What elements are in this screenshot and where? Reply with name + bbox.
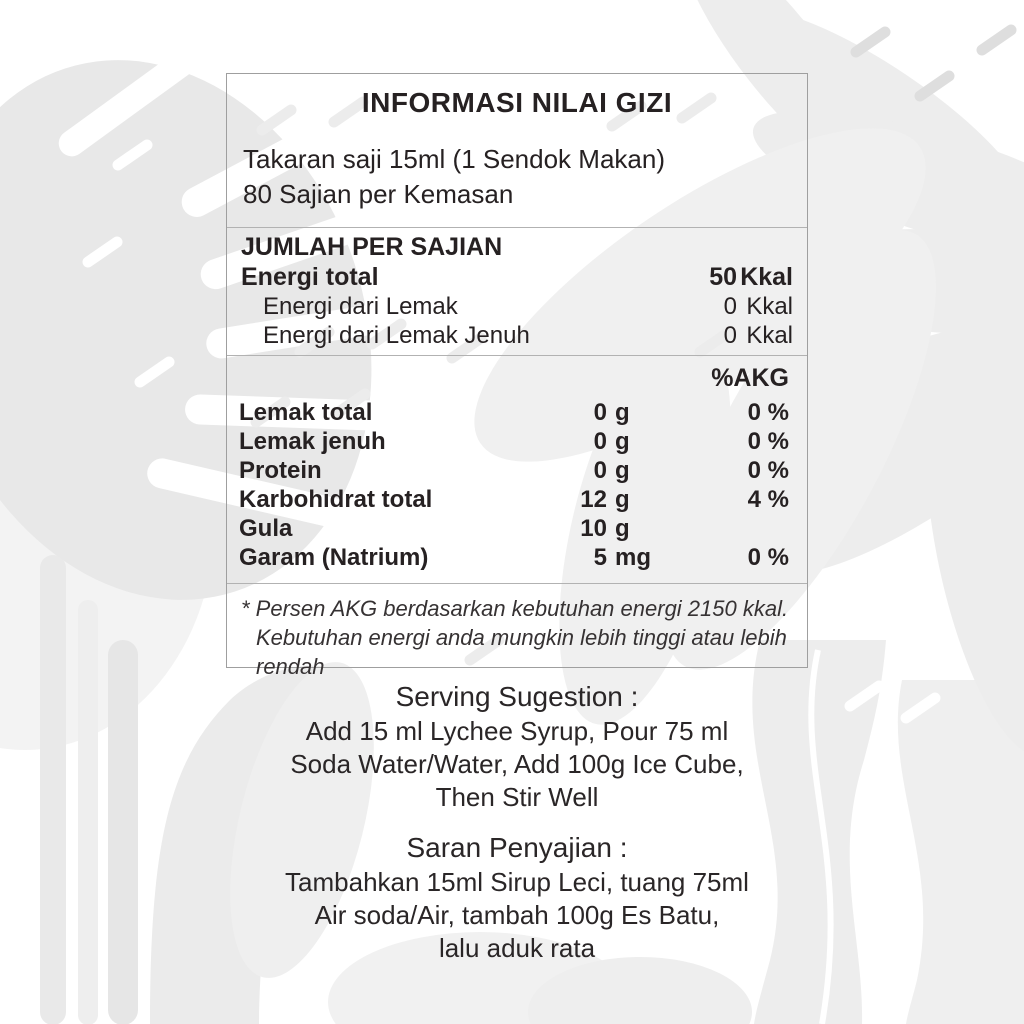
nutrient-row [227,427,807,456]
energy-label: Energi total [241,263,379,291]
energy-value [701,292,793,321]
footnote-line: * Persen AKG berdasarkan kebutuhan energi 2150 kkal. [241,596,789,621]
nutrient-unit: g [615,399,630,426]
per-serving-heading: JUMLAH PER SAJIAN [241,233,503,261]
serving-suggestion-en-line: Add 15 ml Lychee Syrup, Pour 75 ml [305,716,729,746]
nutrient-table [227,398,807,572]
nutrient-amount-value: 12 [580,486,607,513]
nutrient-amount [565,485,655,514]
nutrient-amount [565,427,655,456]
nutrient-row [227,514,807,543]
nutrient-amount-value: 5 [593,544,607,571]
energy-section [227,228,807,355]
nutrient-amount-value: 0 [593,399,607,426]
serving-suggestion-en-line: Soda Water/Water, Add 100g Ice Cube, [290,749,744,779]
nutrient-row [227,456,807,485]
nutrient-amount [565,514,655,543]
nutrient-row [227,398,807,427]
nutrient-row [227,485,807,514]
akg-footnote [241,594,791,681]
energy-label: Energi dari Lemak [263,293,458,320]
nutrient-akg-percent: 0 % [747,399,789,426]
serving-info [243,142,793,212]
nutrient-name: Karbohidrat total [239,486,433,513]
energy-row [241,263,793,292]
nutrient-amount-value: 0 [593,457,607,484]
energy-row [241,292,793,321]
nutrient-akg-percent: 0 % [747,428,789,455]
saran-penyajian-line: Tambahkan 15ml Sirup Leci, tuang 75ml [285,867,749,897]
nutrient-name: Gula [239,515,293,542]
nutrient-unit: g [615,428,630,455]
nutrient-name: Lemak jenuh [239,428,386,455]
nutrient-amount-value: 0 [593,428,607,455]
nutrient-name: Protein [239,457,322,484]
nutrient-amount [565,456,655,485]
energy-unit: Kkal [746,293,793,320]
serving-suggestions [226,679,808,965]
nutrient-unit: g [615,486,630,513]
nutrient-name: Lemak total [239,399,373,426]
energy-amount: 0 [723,293,737,320]
nutrient-name: Garam (Natrium) [239,544,429,571]
servings-per-package-text: 80 Sajian per Kemasan [243,179,514,209]
akg-column-header: %AKG [711,364,789,392]
nutrient-amount [565,398,655,427]
energy-unit: Kkal [746,322,793,349]
section-divider [227,583,807,584]
saran-penyajian-line: lalu aduk rata [438,933,596,963]
nutrient-row [227,543,807,572]
nutrient-akg-percent: 0 % [747,457,789,484]
energy-label: Energi dari Lemak Jenuh [263,322,530,349]
energy-unit: Kkal [740,263,793,291]
nutrient-akg-percent: 4 % [747,486,789,513]
nutrient-akg-percent: 0 % [747,544,789,571]
label-title: INFORMASI NILAI GIZI [361,87,673,118]
serving-size-text: Takaran saji 15ml (1 Sendok Makan) [243,144,665,174]
serving-suggestion-en-line: Then Stir Well [435,782,599,812]
energy-value [701,321,793,350]
nutrient-unit: mg [615,544,651,571]
footnote-line: rendah [256,654,325,679]
energy-value [701,263,793,292]
energy-amount: 0 [723,322,737,349]
serving-suggestion-en-heading: Serving Sugestion : [395,681,639,712]
nutrient-amount [565,543,655,572]
nutrient-unit: g [615,515,630,542]
energy-row [241,321,793,350]
nutrient-amount-value: 10 [580,515,607,542]
nutrient-unit: g [615,457,630,484]
footnote-line: Kebutuhan energi anda mungkin lebih tinggi atau lebih [256,625,787,650]
energy-amount: 50 [709,263,737,291]
saran-penyajian-line: Air soda/Air, tambah 100g Es Batu, [314,900,720,930]
section-divider [227,355,807,356]
nutrition-label-box [226,73,808,679]
saran-penyajian-heading: Saran Penyajian : [406,832,628,863]
